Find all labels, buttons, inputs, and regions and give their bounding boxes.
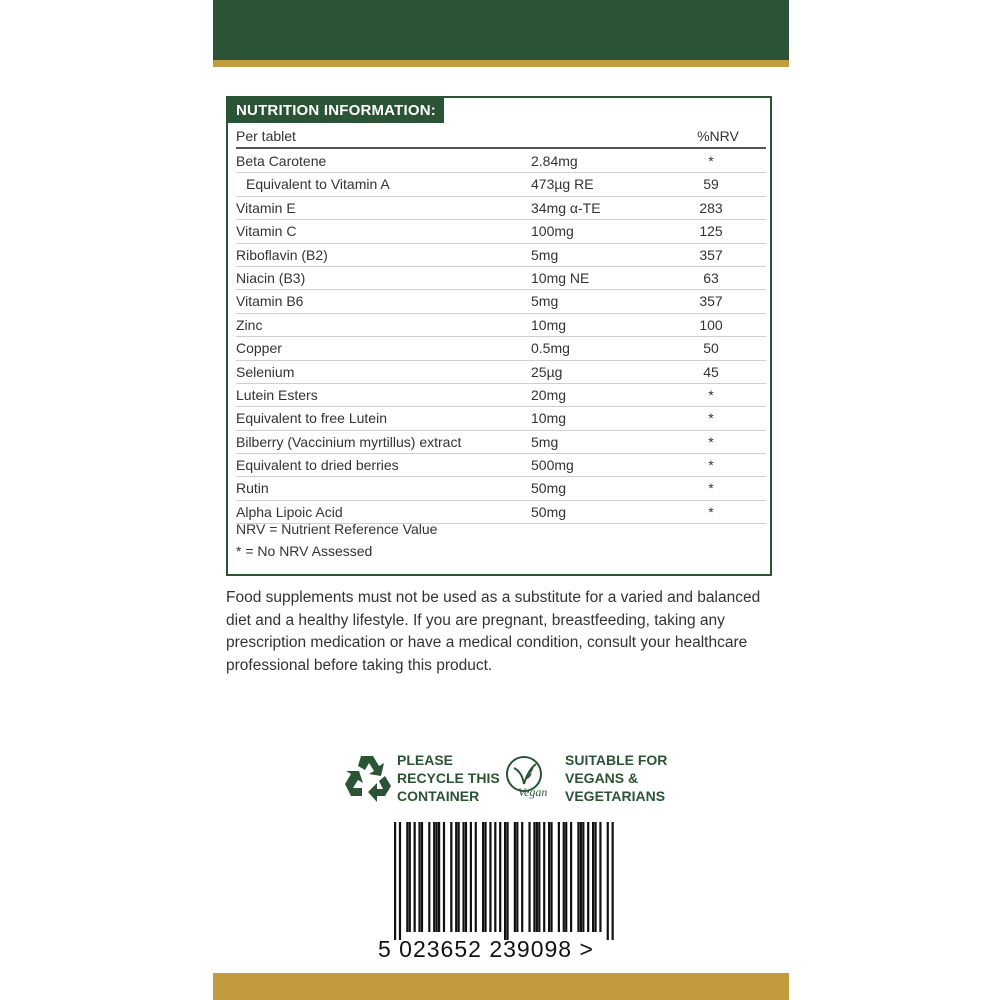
disclaimer-text: Food supplements must not be used as a substitute for a varied and balanced diet and a healthy lifestyle. If you are pregnant, breastfeeding, taking any prescription medication or have a medical condition, consult your healthcare professional before taking this product. <box>226 589 761 674</box>
barcode-bar <box>414 822 416 932</box>
barcode-bar <box>538 822 540 932</box>
recycle-text <box>397 751 512 805</box>
barcode-bar <box>506 822 508 940</box>
per-tablet-label: Per tablet <box>236 128 296 144</box>
barcode-bar <box>563 822 565 932</box>
nutrient-amount: 500mg <box>531 457 574 474</box>
barcode-bar <box>462 822 464 932</box>
barcode-bar <box>443 822 445 932</box>
barcode-bar <box>587 822 589 932</box>
nutrient-name: Niacin (B3) <box>236 269 306 286</box>
nutrient-name: Copper <box>236 340 282 357</box>
nutrient-nrv: 125 <box>699 223 723 240</box>
barcode-bar <box>528 822 530 932</box>
barcode-bar <box>406 822 408 932</box>
barcode-bar <box>550 822 552 932</box>
vegan-line-1: SUITABLE FOR <box>565 752 668 768</box>
barcode-bar <box>409 822 411 932</box>
nutrition-panel <box>226 96 772 576</box>
nutrient-amount: 100mg <box>531 223 574 240</box>
top-brand-band <box>213 0 789 60</box>
nutrition-rows <box>236 150 766 524</box>
recycle-line-3: CONTAINER <box>397 788 480 804</box>
nutrition-row <box>236 384 766 407</box>
nutrient-amount: 473µg RE <box>531 176 594 193</box>
barcode-bar <box>494 822 496 932</box>
barcode-bar <box>548 822 550 932</box>
barcode-number: 5 023652 239098 > <box>378 936 594 962</box>
nutrient-amount: 10mg <box>531 410 567 427</box>
nutrient-name: Zinc <box>236 316 263 333</box>
barcode-bar <box>565 822 567 932</box>
nutrition-row <box>236 314 766 337</box>
nutrient-name: Selenium <box>236 363 295 380</box>
nutrient-name: Equivalent to Vitamin A <box>246 176 390 193</box>
nutrient-name: Beta Carotene <box>236 153 327 169</box>
nutrition-row <box>236 477 766 500</box>
barcode-bar <box>465 822 467 932</box>
nutrient-amount: 2.84mg <box>531 153 578 169</box>
nutrient-nrv: 357 <box>699 293 723 310</box>
barcode-bar <box>536 822 538 932</box>
barcode-bar <box>455 822 457 932</box>
barcode-bar <box>470 822 472 932</box>
nutrient-name: Lutein Esters <box>236 386 318 403</box>
nutrient-nrv: 100 <box>699 316 723 333</box>
nutrient-name: Bilberry (Vaccinium myrtillus) extract <box>236 433 462 450</box>
nutrient-nrv: * <box>708 503 714 520</box>
nutrient-name: Rutin <box>236 480 269 497</box>
nutrient-name: Vitamin B6 <box>236 293 304 310</box>
barcode-bar <box>582 822 584 932</box>
barcode-bar <box>418 822 420 932</box>
nutrition-row <box>236 337 766 360</box>
vegan-society-icon <box>504 754 560 800</box>
recycle-line-2: RECYCLE THIS <box>397 770 500 786</box>
nutrition-row <box>236 220 766 243</box>
barcode-bar <box>450 822 452 932</box>
vegan-text <box>565 751 685 805</box>
nrv-note: NRV = Nutrient Reference Value <box>236 521 438 537</box>
nutrient-amount: 25µg <box>531 363 563 380</box>
nutrient-name: Vitamin E <box>236 199 296 216</box>
nutrient-nrv: * <box>708 410 714 427</box>
barcode-bar <box>399 822 401 940</box>
bottom-gold-band <box>213 973 789 1000</box>
vegan-logo-text: Vegan <box>518 785 548 799</box>
barcode-bar <box>438 822 440 932</box>
barcode-bar <box>521 822 523 932</box>
nutrient-amount: 50mg <box>531 480 567 497</box>
barcode-bar <box>504 822 506 940</box>
nutrition-row <box>236 197 766 220</box>
recycle-line-1: PLEASE <box>397 752 454 768</box>
barcode-bar <box>580 822 582 932</box>
nutrition-row <box>236 454 766 477</box>
barcode-bar <box>592 822 594 932</box>
barcode-bar <box>482 822 484 932</box>
barcode-bar <box>594 822 596 932</box>
nutrition-row <box>236 290 766 313</box>
barcode-bar <box>428 822 430 932</box>
vegan-line-3: VEGETARIANS <box>565 788 666 804</box>
barcode-bar <box>533 822 535 932</box>
nutrient-name: Equivalent to dried berries <box>236 457 399 474</box>
nutrient-amount: 10mg <box>531 316 567 333</box>
barcode-bar <box>436 822 438 932</box>
nutrient-amount: 20mg <box>531 386 567 403</box>
barcode-bar <box>514 822 516 932</box>
barcode-bar <box>394 822 396 940</box>
nutrient-amount: 34mg α-TE <box>531 199 601 216</box>
nutrient-amount: 5mg <box>531 293 559 310</box>
barcode-bar <box>558 822 560 932</box>
no-nrv-note: * = No NRV Assessed <box>236 543 373 559</box>
top-gold-stripe <box>213 60 789 67</box>
nutrient-nrv: 45 <box>703 363 719 380</box>
nutrition-row <box>236 173 766 196</box>
nutrition-row <box>236 431 766 454</box>
nutrient-amount: 5mg <box>531 246 559 263</box>
barcode-bar <box>543 822 545 932</box>
nutrient-nrv: * <box>708 480 714 497</box>
nutrient-nrv: 283 <box>699 199 723 216</box>
nutrition-row <box>236 361 766 384</box>
nutrition-title: NUTRITION INFORMATION: <box>228 98 444 123</box>
barcode-bar <box>484 822 486 932</box>
barcode-bar <box>570 822 572 932</box>
barcode-bar <box>433 822 435 932</box>
nutrient-nrv: 63 <box>703 269 719 286</box>
nutrient-amount: 0.5mg <box>531 340 570 357</box>
nutrient-amount: 50mg <box>531 503 567 520</box>
vegan-line-2: VEGANS & <box>565 770 639 786</box>
barcode-bar <box>499 822 501 932</box>
nutrient-name: Alpha Lipoic Acid <box>236 503 343 520</box>
nutrient-nrv: * <box>708 433 714 450</box>
nutrient-nrv: * <box>708 386 714 403</box>
nutrient-amount: 5mg <box>531 433 559 450</box>
barcode-bar <box>489 822 491 932</box>
barcode-bar <box>607 822 609 940</box>
nutrient-nrv: 59 <box>703 176 719 193</box>
nrv-column-label: %NRV <box>697 128 739 144</box>
nutrient-name: Equivalent to free Lutein <box>236 410 387 427</box>
nutrition-header-row <box>236 125 766 149</box>
nutrient-name: Vitamin C <box>236 223 297 240</box>
barcode <box>394 822 614 940</box>
nutrient-nrv: * <box>708 153 714 169</box>
nutrient-nrv: 50 <box>703 340 719 357</box>
barcode-bar <box>516 822 518 932</box>
barcode-bar <box>599 822 601 932</box>
nutrition-row <box>236 407 766 430</box>
nutrition-row <box>236 150 766 173</box>
barcode-bar <box>577 822 579 932</box>
nutrient-name: Riboflavin (B2) <box>236 246 328 263</box>
nutrient-nrv: 357 <box>699 246 723 263</box>
nutrition-row <box>236 267 766 290</box>
barcode-bar <box>475 822 477 932</box>
nutrient-amount: 10mg NE <box>531 269 590 286</box>
nutrition-row <box>236 244 766 267</box>
barcode-bar <box>421 822 423 932</box>
nutrient-nrv: * <box>708 457 714 474</box>
barcode-bar <box>612 822 614 940</box>
barcode-bar <box>458 822 460 932</box>
recycle-icon <box>341 752 393 804</box>
